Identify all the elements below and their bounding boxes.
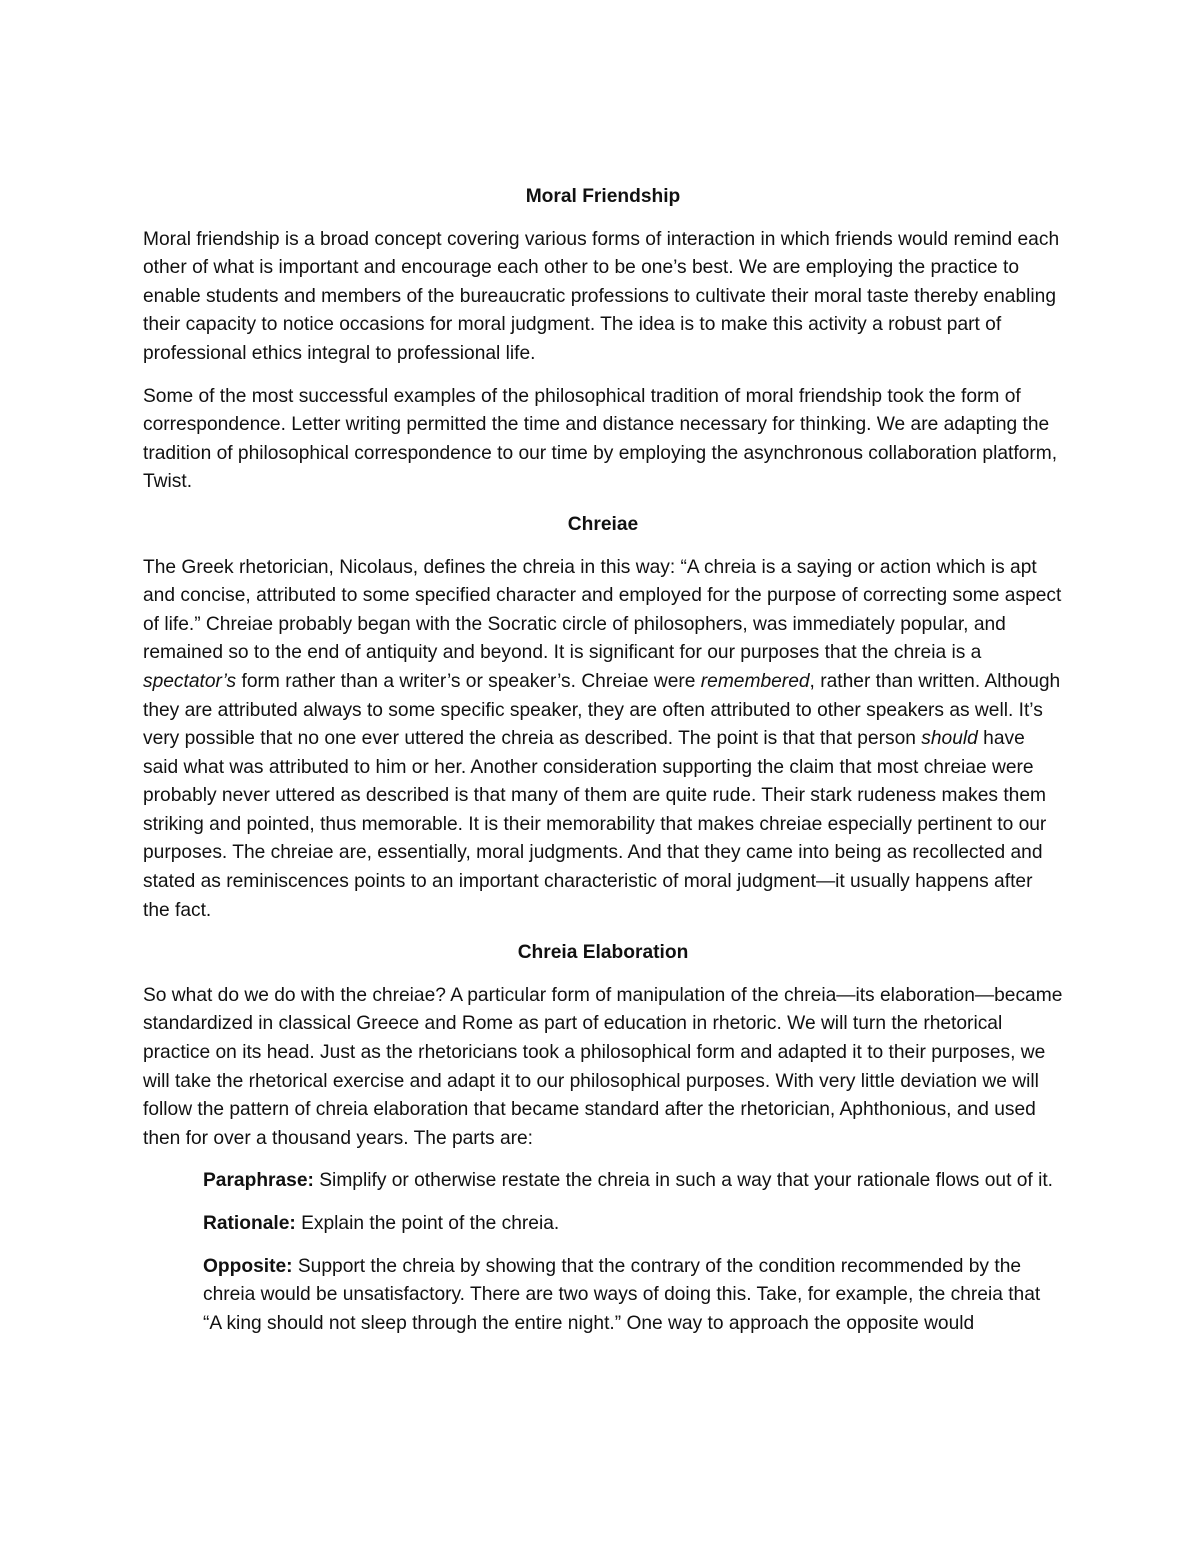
chreiae-text-c: , rather than written. Although they are attributed always to some specific speaker, they are often attributed to other speakers as well. It’s very possible that no one ever uttered the chreia as described. The point is that that person xyxy=(143,670,1061,750)
chreiae-emphasis-remembered: remembered xyxy=(700,670,810,692)
chreiae-emphasis-spectators: spectator’s xyxy=(143,670,237,692)
paragraph-chreia-elaboration: So what do we do with the chreiae? A particular form of manipulation of the chreia—its elaboration—became standardized in classical Greece and Rome as part of education in rhetoric. We will turn the rhetorical practice on its head. Just as the rhetoricians took a philosophical form and adapted it to their purposes, we will take the rhetorical exercise and adapt it to our philosophical purposes. With very little deviation we will follow the pattern of chreia elaboration that became standard after the rhetorician, Aphthonious, and used then for over a thousand years. The parts are: xyxy=(143,984,1063,1149)
term-rationale: Rationale: xyxy=(203,1213,296,1234)
definition-rationale: Explain the point of the chreia. xyxy=(295,1213,560,1234)
paragraph-moral-friendship-1: Moral friendship is a broad concept covering various forms of interaction in which friends would remind each other of what is important and encourage each other to be one’s best. We are employing the practice to enable students and members of the bureaucratic professions to cultivate their moral taste thereby enabling their capacity to notice occasions for moral judgment. The idea is to make this activity a robust part of professional ethics integral to professional life. xyxy=(143,228,1060,364)
heading-moral-friendship: Moral Friendship xyxy=(525,186,681,207)
term-opposite: Opposite: xyxy=(203,1255,293,1277)
definition-paraphrase: Simplify or otherwise restate the chreia in such a way that your rationale flows out of it. xyxy=(313,1170,1053,1192)
heading-chreia-elaboration: Chreia Elaboration xyxy=(517,942,689,964)
chreiae-emphasis-should: should xyxy=(921,728,978,750)
chreiae-text-b: form rather than a writer’s or speaker’s. Chreiae were xyxy=(236,670,701,692)
definition-opposite: Support the chreia by showing that the contrary of the condition recommended by the chreia would be unsatisfactory. There are two ways of doing this. Take, for example, the chreia that “A king should not sleep through the entire night.” One way to approach the opposite would xyxy=(203,1255,1041,1334)
list-item-rationale xyxy=(203,1210,1063,1239)
document-body xyxy=(143,183,1063,1352)
heading-chreiae: Chreiae xyxy=(567,513,639,535)
term-paraphrase: Paraphrase: xyxy=(203,1170,314,1192)
chreiae-text-a: The Greek rhetorician, Nicolaus, defines the chreia in this way: “A chreia is a saying or action which is apt and concise, attributed to some specified character and employed for the purpose of correcting some aspect of life.” Chreiae probably began with the Socratic circle of philosophers, was immediately popular, and remained so to the end of antiquity and beyond. It is significant for our purposes that the chreia is a xyxy=(143,556,1062,664)
paragraph-moral-friendship-2: Some of the most successful examples of the philosophical tradition of moral friendship took the form of correspondence. Letter writing permitted the time and distance necessary for thinking. We are adapting the tradition of philosophical correspondence to our time by employing the asynchronous collaboration platform, Twist. xyxy=(143,385,1058,493)
paragraph-chreiae xyxy=(143,554,1063,926)
chreiae-text-d: have said what was attributed to him or her. Another consideration supporting the claim that most chreiae were probably never uttered as described is that many of them are quite rude. Their stark rudeness makes them striking and pointed, thus memorable. It is their memorability that makes chreiae especially pertinent to our purposes. The chreiae are, essentially, moral judgments. And that they came into being as recollected and stated as reminiscences points to an important characteristic of moral judgment—it usually happens after the fact. xyxy=(143,728,1047,921)
list-item-paraphrase xyxy=(203,1167,1063,1196)
list-item-opposite xyxy=(203,1253,1063,1339)
